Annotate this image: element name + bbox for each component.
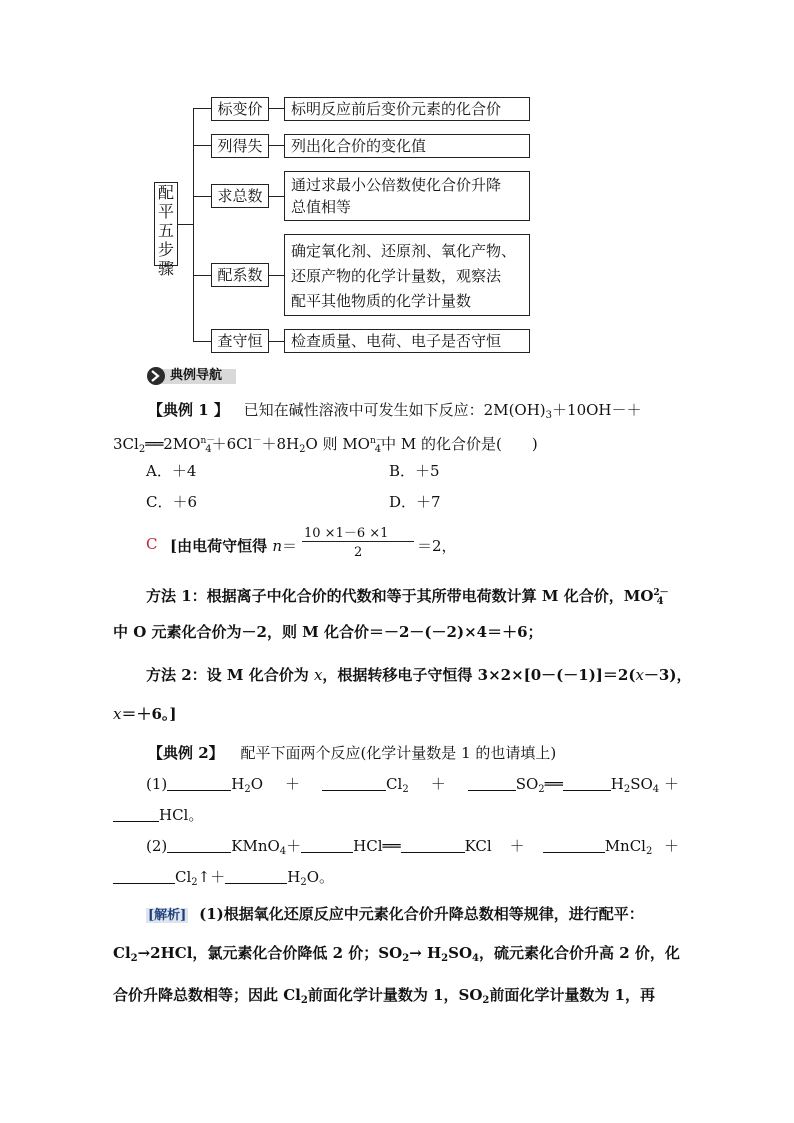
blank-field[interactable] bbox=[322, 774, 386, 791]
t: x bbox=[313, 666, 323, 684]
t: 前面化学计量数为 1，SO bbox=[307, 986, 483, 1004]
dash-3 bbox=[269, 196, 284, 197]
analysis-line-3 bbox=[113, 984, 655, 1012]
sup: － bbox=[252, 436, 262, 446]
t: x bbox=[113, 705, 122, 723]
blank-field[interactable] bbox=[113, 867, 175, 884]
ex1-answer: C bbox=[146, 535, 158, 553]
t: ══2MO bbox=[145, 435, 201, 453]
t: ＋ bbox=[286, 837, 302, 855]
t: 合价升降总数相等；因此 Cl bbox=[113, 986, 301, 1004]
dash-4 bbox=[269, 275, 284, 276]
ex2-q: 配平下面两个反应(化学计量数是 1 的也请填上) bbox=[240, 744, 557, 762]
ex1-q1-tail2: －＋ bbox=[611, 401, 642, 419]
sub: 2 bbox=[402, 953, 410, 964]
t: x bbox=[635, 666, 644, 684]
method-1-line-1 bbox=[146, 582, 669, 613]
t: (2) bbox=[146, 837, 168, 855]
t: Cl bbox=[113, 944, 131, 962]
t: [由电荷守恒得 bbox=[170, 537, 273, 555]
t: 3Cl bbox=[113, 435, 139, 453]
t: O bbox=[250, 775, 264, 793]
t: H bbox=[610, 775, 624, 793]
connector-1 bbox=[193, 108, 211, 109]
blank-field[interactable] bbox=[167, 836, 231, 853]
sub: 2 bbox=[441, 953, 449, 964]
dash-2 bbox=[269, 145, 284, 146]
t: KCl bbox=[464, 837, 492, 855]
t: Cl bbox=[175, 868, 192, 886]
t: ↑＋ bbox=[197, 868, 226, 886]
sub: 2 bbox=[299, 444, 306, 455]
banner-label: 典例导航 bbox=[170, 368, 223, 383]
sup: n－ bbox=[200, 436, 216, 446]
ex1-q1-tail: ＋10OH bbox=[552, 401, 612, 419]
blank-field[interactable] bbox=[543, 836, 605, 853]
t: ＋ bbox=[509, 837, 525, 855]
sub: 2 bbox=[300, 877, 307, 888]
step-name-1: 标变价 bbox=[211, 97, 269, 121]
reaction-1-line-2 bbox=[113, 804, 203, 826]
analysis-tag: [解析] bbox=[148, 908, 187, 923]
sub: 2 bbox=[645, 846, 653, 857]
sub: 4 bbox=[472, 953, 479, 964]
method-2-line-1 bbox=[146, 664, 691, 686]
dash-1 bbox=[269, 108, 284, 109]
t: ══ bbox=[544, 775, 563, 793]
ex1-solution-prefix bbox=[170, 535, 297, 557]
method-1-line-2: 中 O 元素化合价为－2，则 M 化合价＝－2－(－2)×4＝＋6； bbox=[113, 623, 543, 641]
reaction-2-line-1 bbox=[146, 835, 652, 863]
step-name-3: 求总数 bbox=[211, 184, 269, 208]
t: 方法 1：根据离子中化合价的代数和等于其所带电荷数计算 M 化合价，MO bbox=[146, 587, 654, 605]
t: KMnO bbox=[231, 837, 280, 855]
step-name-2: 列得失 bbox=[211, 134, 269, 158]
ex2-question bbox=[148, 742, 556, 764]
sub: 2 bbox=[300, 995, 308, 1006]
t: ＋ bbox=[285, 775, 301, 793]
sup: 2－ bbox=[653, 588, 669, 598]
analysis-line-1 bbox=[146, 903, 644, 927]
reaction-2-plus-end: ＋ bbox=[664, 837, 680, 855]
t: ，根据转移电子守恒得 3×2×[0－(－1)]＝2( bbox=[322, 666, 636, 684]
connector-4 bbox=[193, 275, 211, 276]
blank-field[interactable] bbox=[401, 836, 465, 853]
ex1-question-line-1 bbox=[148, 399, 642, 427]
ex1-question-line-2 bbox=[113, 430, 538, 461]
ex1-option-c: C．＋6 bbox=[146, 493, 198, 511]
sub: 2 bbox=[244, 784, 251, 795]
fraction-bar bbox=[302, 541, 414, 542]
sub: 2 bbox=[130, 953, 138, 964]
sub: 2 bbox=[402, 784, 409, 795]
t: 前面化学计量数为 1，再 bbox=[489, 986, 656, 1004]
t: Cl bbox=[386, 775, 403, 793]
step-name-4: 配系数 bbox=[211, 263, 269, 287]
step-desc-3 bbox=[284, 171, 530, 221]
t: ＋8H bbox=[261, 435, 300, 453]
step-desc-1: 标明反应前后变价元素的化合价 bbox=[284, 97, 530, 121]
t: 方法 2：设 M 化合价为 bbox=[146, 666, 314, 684]
diagram-root: 配 平 五 步 骤 bbox=[154, 182, 178, 266]
sub: 4 bbox=[205, 444, 212, 455]
t: SO bbox=[515, 775, 539, 793]
t: －3)， bbox=[643, 666, 692, 684]
reaction-2-line-2 bbox=[113, 866, 334, 894]
t: MnCl bbox=[604, 837, 646, 855]
t: O。 bbox=[306, 868, 335, 886]
step-desc-3-line-1: 通过求最小公倍数使化合价升降 bbox=[291, 176, 502, 194]
step-desc-3-line-2: 总值相等 bbox=[291, 198, 352, 216]
t: 中 M 的化合价是( ) bbox=[381, 435, 538, 453]
t: (1) bbox=[146, 775, 168, 793]
sub: 4 bbox=[279, 846, 287, 857]
sub: 2 bbox=[138, 444, 146, 455]
t: ＋6Cl bbox=[211, 435, 253, 453]
connector-root bbox=[178, 224, 193, 225]
blank-field[interactable] bbox=[301, 836, 353, 853]
step-desc-2: 列出化合价的变化值 bbox=[284, 134, 530, 158]
ex1-option-d: D．＋7 bbox=[389, 493, 441, 511]
sub: 3 bbox=[545, 410, 553, 421]
analysis-line-2 bbox=[113, 942, 680, 970]
section-banner bbox=[146, 366, 236, 386]
step-desc-5: 检查质量、电荷、电子是否守恒 bbox=[284, 329, 530, 353]
blank-field[interactable] bbox=[167, 774, 231, 791]
t: H bbox=[231, 775, 245, 793]
step-name-5: 查守恒 bbox=[211, 329, 269, 353]
step-desc-4-line-2: 还原产物的化学计量数，观察法 bbox=[291, 267, 502, 285]
t: H bbox=[287, 868, 301, 886]
blank-field[interactable] bbox=[225, 867, 287, 884]
dash-5 bbox=[269, 341, 284, 342]
ex2-tag: 【典例 2】 bbox=[148, 744, 224, 762]
step-desc-4-line-1: 确定氧化剂、还原剂、氧化产物、 bbox=[291, 242, 517, 260]
ex1-option-b: B．＋5 bbox=[389, 462, 440, 480]
sub: 2 bbox=[191, 877, 198, 888]
reaction-1-plus-end: ＋ bbox=[664, 775, 680, 793]
t: ，硫元素化合价升高 2 价，化 bbox=[479, 944, 680, 962]
sub: 2 bbox=[482, 995, 490, 1006]
t: → H bbox=[409, 944, 442, 962]
blank-field[interactable] bbox=[113, 805, 159, 822]
t: HCl。 bbox=[159, 806, 204, 824]
t: ＋ bbox=[430, 775, 446, 793]
t: n bbox=[272, 537, 282, 555]
fraction-result: ＝2， bbox=[417, 537, 457, 555]
sub: 4 bbox=[374, 444, 382, 455]
step-desc-4-line-3: 配平其他物质的化学计量数 bbox=[291, 292, 472, 310]
ex1-tag: 【典例 1 】 bbox=[148, 401, 229, 419]
t: O 则 MO bbox=[305, 435, 370, 453]
fraction-denominator: 2 bbox=[354, 545, 363, 560]
blank-field[interactable] bbox=[468, 774, 516, 791]
method-2-line-2 bbox=[113, 703, 177, 725]
ex1-option-a: A．＋4 bbox=[146, 462, 197, 480]
connector-spine bbox=[193, 108, 194, 341]
connector-2 bbox=[193, 145, 211, 146]
t: SO bbox=[630, 775, 653, 793]
step-desc-4 bbox=[284, 234, 530, 316]
analysis-text-1: (1)根据氧化还原反应中元素化合价升降总数相等规律，进行配平： bbox=[199, 905, 644, 923]
connector-3 bbox=[193, 196, 211, 197]
t: →2HCl，氯元素化合价降低 2 价；SO bbox=[137, 944, 403, 962]
ex1-q1: 已知在碱性溶液中可发生如下反应：2M(OH) bbox=[243, 401, 546, 419]
sup: n－ bbox=[369, 436, 385, 446]
sub: 4 bbox=[652, 784, 660, 795]
connector-5 bbox=[193, 341, 211, 342]
t: SO bbox=[448, 944, 473, 962]
sub: 4 bbox=[656, 596, 664, 607]
sub: 2 bbox=[538, 784, 545, 795]
sub: 2 bbox=[623, 784, 631, 795]
fraction-numerator: 10 ×1－6 ×1 bbox=[304, 526, 389, 541]
t: HCl══ bbox=[353, 837, 401, 855]
t: ＝＋6。] bbox=[121, 705, 177, 723]
reaction-1-line-1 bbox=[146, 773, 659, 801]
blank-field[interactable] bbox=[563, 774, 611, 791]
t: ＝ bbox=[282, 537, 298, 555]
